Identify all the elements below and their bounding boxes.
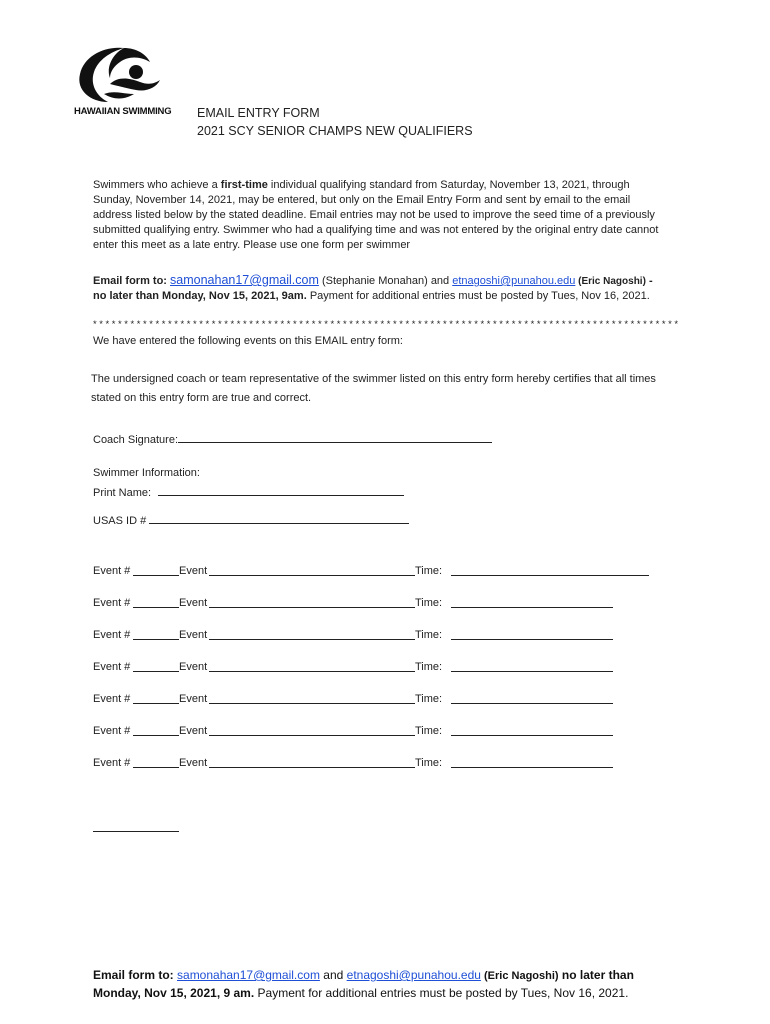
time-label: Time: xyxy=(415,757,443,769)
hawaiian-swimming-logo xyxy=(74,44,174,122)
event-name-field[interactable] xyxy=(209,565,415,576)
usas-id-row xyxy=(93,513,409,527)
event-number-field[interactable] xyxy=(133,757,179,768)
time-field[interactable] xyxy=(451,661,613,672)
footer-and: and xyxy=(319,968,347,982)
separator-stars: ********************************************************************************************** xyxy=(92,319,680,330)
email-name2: (Eric Nagoshi) xyxy=(575,276,646,287)
intro-bold: first-time xyxy=(220,179,268,191)
event-number-label: Event # xyxy=(93,661,131,673)
email-name1: (Stephanie Monahan) and xyxy=(318,275,453,287)
time-field[interactable] xyxy=(451,693,613,704)
time-label: Time: xyxy=(415,661,443,673)
event-label: Event xyxy=(179,661,208,673)
usas-id-field[interactable] xyxy=(149,513,409,524)
email-link-monahan[interactable]: samonahan17@gmail.com xyxy=(170,273,319,287)
event-name-field[interactable] xyxy=(209,693,415,704)
footer-email-link-monahan[interactable]: samonahan17@gmail.com xyxy=(177,968,320,982)
short-signature-line[interactable] xyxy=(93,831,179,832)
footer-email-label: Email form to: xyxy=(93,968,174,982)
intro-paragraph xyxy=(93,178,668,253)
swimmer-logo-icon xyxy=(74,44,174,106)
coach-signature-field[interactable] xyxy=(178,432,492,443)
footer-email-link-nagoshi[interactable]: etnagoshi@punahou.edu xyxy=(346,968,481,982)
event-number-label: Event # xyxy=(93,565,131,577)
time-field[interactable] xyxy=(451,757,613,768)
time-label: Time: xyxy=(415,725,443,737)
event-number-label: Event # xyxy=(93,597,131,609)
intro-text-rest: individual qualifying standard from Saturday, November 13, 2021, through Sunday, November 14, 2021, may be entered, but only on the Email Entry Form and sent by email to the email address listed below by the stated deadline. Email entries may not be used to improve the seed time of a previously submitted qualifying entry. Swimmer who had a qualifying time and was not entered by the original entry date cannot enter this meet as a late entry. Please use one form per swimmer xyxy=(93,179,659,251)
usas-id-label: USAS ID # xyxy=(93,515,147,527)
time-label: Time: xyxy=(415,597,443,609)
event-label: Event xyxy=(179,629,208,641)
event-number-field[interactable] xyxy=(133,565,179,576)
event-name-field[interactable] xyxy=(209,661,415,672)
event-label: Event xyxy=(179,693,208,705)
footer-deadline: no later than Monday, Nov 15, 2021, 9 am. xyxy=(93,968,634,1000)
event-number-label: Event # xyxy=(93,757,131,769)
print-name-label: Print Name: xyxy=(93,487,152,499)
time-label: Time: xyxy=(415,693,443,705)
event-number-field[interactable] xyxy=(133,693,179,704)
event-number-field[interactable] xyxy=(133,629,179,640)
event-name-field[interactable] xyxy=(209,725,415,736)
time-field[interactable] xyxy=(451,725,613,736)
email-deadline: - no later than Monday, Nov 15, 2021, 9am. xyxy=(93,275,653,302)
event-name-field[interactable] xyxy=(209,629,415,640)
time-field[interactable] xyxy=(451,565,649,576)
event-label: Event xyxy=(179,597,208,609)
coach-signature-row xyxy=(93,432,492,446)
email-payment: Payment for additional entries must be posted by Tues, Nov 16, 2021. xyxy=(306,290,650,302)
event-number-field[interactable] xyxy=(133,661,179,672)
logo-text: HAWAIIAN SWIMMING xyxy=(74,106,172,117)
time-label: Time: xyxy=(415,629,443,641)
swimmer-info-label: Swimmer Information: xyxy=(93,467,200,479)
intro-text-start: Swimmers who achieve a xyxy=(93,179,221,191)
time-label: Time: xyxy=(415,565,443,577)
event-label: Event xyxy=(179,757,208,769)
time-field[interactable] xyxy=(451,629,613,640)
event-name-field[interactable] xyxy=(209,597,415,608)
print-name-field[interactable] xyxy=(158,485,404,496)
event-number-field[interactable] xyxy=(133,725,179,736)
event-name-field[interactable] xyxy=(209,757,415,768)
email-label: Email form to: xyxy=(93,275,167,287)
coach-signature-label: Coach Signature: xyxy=(93,434,178,446)
event-number-label: Event # xyxy=(93,693,131,705)
email-instructions xyxy=(93,273,668,304)
footer-instructions xyxy=(93,967,673,1002)
email-link-nagoshi[interactable]: etnagoshi@punahou.edu xyxy=(452,275,576,287)
certify-text: The undersigned coach or team representative of the swimmer listed on this entry form hereby certifies that all times stated on this entry form are true and correct. xyxy=(91,373,656,404)
event-number-field[interactable] xyxy=(133,597,179,608)
event-label: Event xyxy=(179,565,208,577)
event-label: Event xyxy=(179,725,208,737)
footer-payment: Payment for additional entries must be posted by Tues, Nov 16, 2021. xyxy=(254,986,629,1000)
time-field[interactable] xyxy=(451,597,613,608)
print-name-row xyxy=(93,485,404,499)
form-title: EMAIL ENTRY FORM xyxy=(197,106,320,120)
form-subtitle: 2021 SCY SENIOR CHAMPS NEW QUALIFIERS xyxy=(197,124,473,138)
footer-name2: (Eric Nagoshi) xyxy=(480,970,559,982)
event-number-label: Event # xyxy=(93,725,131,737)
entered-events-text: We have entered the following events on this EMAIL entry form: xyxy=(93,335,403,347)
event-number-label: Event # xyxy=(93,629,131,641)
